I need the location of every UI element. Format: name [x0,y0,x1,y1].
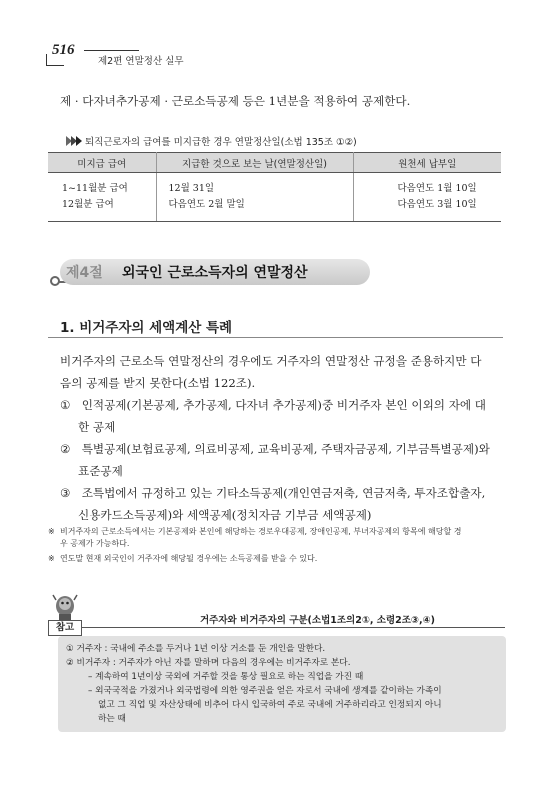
table-header-cell: 지급한 것으로 보는 날(연말정산일) [156,153,353,173]
heading-nonresident: 1. 비거주자의 세액계산 특례 [60,320,233,336]
retirement-table [48,152,501,222]
item-number: ② [60,442,71,456]
reference-box [58,636,506,732]
note-mark: ※ [48,527,55,536]
reference-line: 하는 때 [98,714,126,724]
section-number: 제4절 [66,265,103,281]
item-line: 조특법에서 규정하고 있는 기타소득공제(개인연금저축, 연금저축, 투자조합출자, [81,486,486,500]
reference-line: – 계속하여 1년이상 국외에 거주할 것을 통상 필요로 하는 직업을 가진 때 [88,672,364,682]
header-rule [84,50,139,51]
note-mark: ※ [48,554,55,563]
intro-line: 제 · 다자녀추가공제 · 근로소득공제 등은 1년분을 적용하여 공제한다. [60,94,411,108]
reference-rule [82,627,505,628]
item-number: ① [60,398,71,412]
table-cell [48,173,156,222]
retirement-subhead [66,134,357,148]
heading-rule [48,337,503,338]
cell-line: 1~11월분 급여 [62,183,128,194]
header-bracket [46,54,64,66]
table-row [48,173,501,222]
cell-line: 다음연도 3월 10일 [397,199,477,210]
list-item [60,440,490,458]
reference-line: ② 비거주자 : 거주자가 아닌 자를 말하며 다음의 경우에는 비거주자로 본다. [66,658,351,668]
page-header [44,40,514,70]
cell-line: 12월분 급여 [62,199,114,210]
cell-line: 다음연도 2월 말일 [168,199,245,210]
item-line: 신용카드소득공제)와 세액공제(정치자금 기부금 세액공제) [78,508,372,522]
body-para-line: 음의 공제를 받지 못한다(소법 122조). [60,376,256,390]
section-title: 외국인 근로소득자의 연말정산 [122,265,308,281]
item-number: ③ [60,486,71,500]
table-header-cell: 원천세 납부일 [353,153,501,173]
item-line: 특별공제(보험료공제, 의료비공제, 교육비공제, 주택자금공제, 기부금특별공제)와 [81,442,490,456]
reference-line: ① 거주자 : 국내에 주소를 두거나 1년 이상 거소를 둔 개인을 말한다. [66,644,326,654]
section-banner [50,257,510,287]
triple-arrow-icon [66,136,81,146]
page-number: 516 [52,42,75,58]
note [48,526,461,538]
reference-title: 거주자와 비거주자의 구분(소법1조의2①, 소령2조③,④) [200,615,435,626]
banner-circle-icon [50,276,60,286]
list-item [60,484,485,502]
reference-line: – 외국국적을 가졌거나 외국법령에 의한 영주권을 얻은 자로서 국내에 생계를 같이하는 가족이 [88,686,442,696]
reference-line: 없고 그 직업 및 자산상태에 비추어 다시 입국하여 주로 국내에 거주하리라고 인정되지 아니 [98,700,442,710]
cell-line: 다음연도 1월 10일 [397,183,477,194]
note [48,553,317,565]
body-para-line: 비거주자의 근로소득 연말정산의 경우에도 거주자의 연말정산 규정을 준용하지만 다 [60,354,482,368]
note-line: 연도말 현재 외국인이 거주자에 해당될 경우에는 소득공제를 받을 수 있다. [60,554,318,563]
item-line: 표준공제 [78,464,123,478]
table-cell [156,173,353,222]
reference-label: 참고 [48,620,82,636]
table-cell [353,173,501,222]
note-line: 비거주자의 근로소득에서는 기본공제와 본인에 해당하는 경로우대공제, 장애인공제, 부녀자공제의 항목에 해당할 경 [60,527,462,536]
table-header-row [48,153,501,173]
list-item [60,396,486,414]
note-line: 우 공제가 가능하다. [60,539,130,548]
retirement-subhead-text: 퇴직근로자의 급여를 미지급한 경우 연말정산일(소법 135조 ①②) [85,137,357,148]
part-title: 제2편 연말정산 실무 [98,56,184,67]
table-header-cell: 미지급 급여 [48,153,156,173]
item-line: 한 공제 [78,420,116,434]
cell-line: 12월 31일 [168,183,215,194]
item-line: 인적공제(기본공제, 추가공제, 다자녀 추가공제)중 비거주자 본인 이외의 자에 대 [81,398,486,412]
